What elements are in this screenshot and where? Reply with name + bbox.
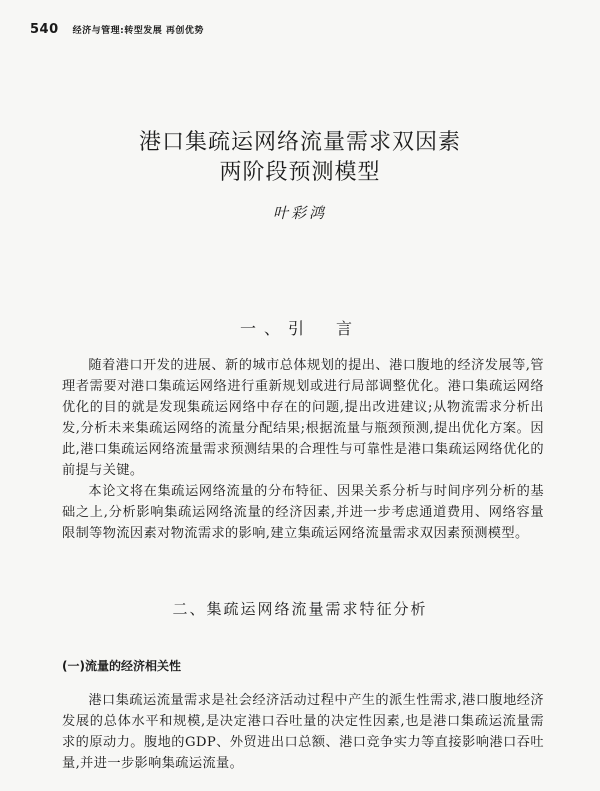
subsection-heading: (一)流量的经济相关性 — [62, 659, 181, 673]
article-title — [0, 128, 600, 188]
paragraph: 港口集疏运流量需求是社会经济活动过程中产生的派生性需求,港口腹地经济发展的总体水平和规模,是决定港口吞吐量的决定性因素,也是港口集疏运流量需求的原动力。腹地的GDP、外贸进出口总额、港口竞争实力等直接影响港口吞吐量,并进一步影响集疏运流量。 — [62, 693, 544, 771]
section-1-heading: 一、引 言 — [239, 319, 360, 338]
section-1-body — [62, 355, 544, 544]
section-2-heading: 二、集疏运网络流量需求特征分析 — [172, 600, 428, 618]
page-header — [30, 22, 570, 37]
author-name: 叶彩鸿 — [272, 204, 327, 222]
title-line-2: 两阶段预测模型 — [219, 160, 381, 185]
section-2-body — [62, 690, 544, 774]
page-number: 540 — [30, 22, 59, 37]
paragraph: 本论文将在集疏运网络流量的分布特征、因果关系分析与时间序列分析的基础之上,分析影响集疏运网络流量的经济因素,并进一步考虑通道费用、网络容量限制等物流因素对物流需求的影响,建立集疏运网络流量需求双因素预测模型。 — [62, 484, 544, 541]
running-title: 经济与管理:转型发展 再创优势 — [72, 26, 204, 36]
title-line-1: 港口集疏运网络流量需求双因素 — [138, 130, 461, 155]
paragraph: 随着港口开发的进展、新的城市总体规划的提出、港口腹地的经济发展等,管理者需要对港口集疏运网络进行重新规划或进行局部调整优化。港口集疏运网络优化的目的就是发现集疏运网络中存在的问题,提出改进建议;从物流需求分析出发,分析未来集疏运网络的流量分配结果;根据流量与瓶颈预测,提出优化方案。因此,港口集疏运网络流量需求预测结果的合理性与可靠性是港口集疏运网络优化的前提与关键。 — [62, 358, 544, 478]
